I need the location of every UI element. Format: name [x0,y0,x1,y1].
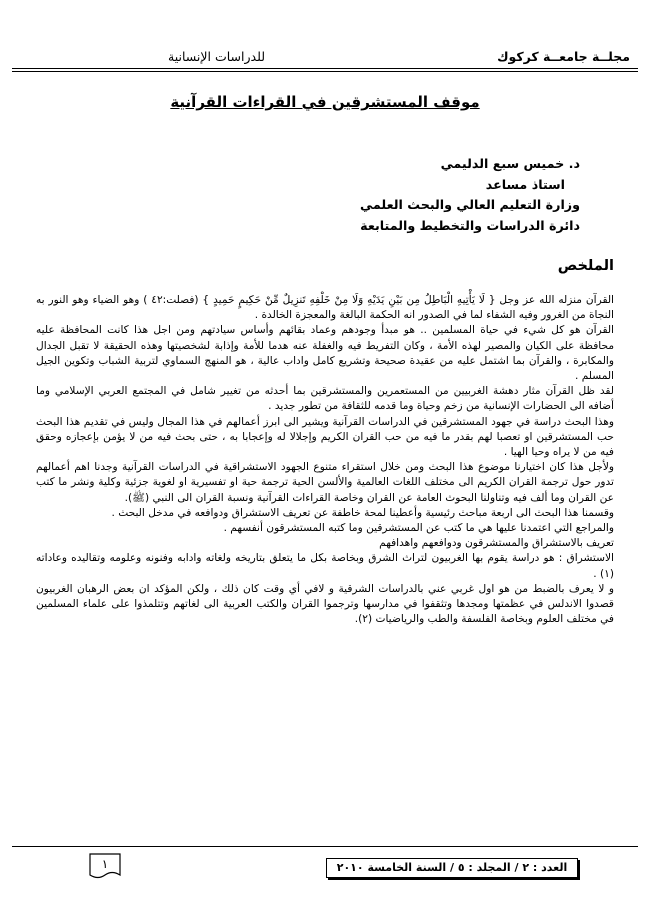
author-department: دائرة الدراسات والتخطيط والمتابعة [360,217,580,233]
abstract-paragraph: لقد ظل القرآن مثار دهشة الغربيين من المستعمرين والمستشرقين بما أحدثه من تغيير شامل في المجتمع العربي الإسلامي وما أضافه الى الحضارات الإنسانية من زخم وحياة وما قدمه للثقافة من تطور جديد . [36,385,614,413]
abstract-paragraph: والمراجع التي اعتمدنا عليها هي ما كتب عن المستشرقين وما كتبه المستشرقون أنفسهم . [223,522,614,535]
abstract-paragraph: الاستشراق : هو دراسة يقوم بها الغربيون لتراث الشرق وبخاصة بكل ما يتعلق بتاريخه ولغاته وادابه وفنونه وعلومه وتقاليده وعاداته (١) . [36,552,614,580]
page-header [0,0,650,72]
article-title: موقف المستشرقين في القراءات القرآنية [170,93,480,111]
abstract-paragraph: و لا يعرف بالضبط من هو اول غربي عني بالدراسات الشرقية و لافي أي وقت كان ذلك ، ولكن المؤكد ان بعض الرهبان الغربيون قصدوا الاندلس في عظمتها ومجدها وتثقفوا في مدارسها وترجموا القران والكتب العربية الى لغاتهم وتتلمذوا على علماء المسلمين في مختلف العلوم وبخاصة الفلسفة والطب والرياضيات (٢). [36,582,614,626]
author-name: د. خميس سبع الدليمي [440,156,580,171]
page-number: ١ [101,857,109,871]
abstract-paragraph: ولأجل هذا كان اختيارنا موضوع هذا البحث ومن خلال استقراء متنوع الجهود الاستشراقية في الدراسات القرآنية وجدنا اهم أعمالهم تدور حول ترجمة القران الكريم الى مختلف اللغات العالمية والألسن الحية ترجمة حية او تفسيرية او لغوية جزئية وكلية ونشر ما كتب عن القران وما ألف فيه وتناولنا البحوث العامة عن القران وخاصة القراءات القرآنية ونسبة القران الى النبي (ﷺ). [36,461,614,504]
page-number-box [88,851,122,881]
author-block [220,154,580,236]
journal-name: مجلــة جامعــة كركوك [497,49,630,64]
author-ministry: وزارة التعليم العالي والبحث العلمي [360,197,580,212]
abstract-paragraph: وهذا البحث دراسة في جهود المستشرقين في الدراسات القرآنية ويشير الى ابرز أعمالهم في هذا المجال وليس في تقديم هذا البحث حب المستشرقين او تعصبا لهم بقدر ما فيه من حب القران الكريم وإجلالا له وإعجابا به ، حتى بحث فيه من لا يؤمن بإعجازه وحقق فيه من لا يراه وحيا الهيا . [36,415,614,459]
abstract-paragraph: القرآن منزله الله عز وجل { لَا يَأْتِيهِ الْبَاطِلُ مِن بَيْنِ يَدَيْهِ وَلَا مِنْ خَلْفِهِ تَنزِيلٌ مِّنْ حَكِيمٍ حَمِيدٍ } (فصلت:٤٢ ) وهو الضياء وهو النور به النجاة من الغرور وفيه الشفاء لما في الصدور انه الحكمة البالغة والمعجزة الخالدة . [36,294,614,322]
abstract-body [36,293,614,627]
journal-section: للدراسات الإنسانية [168,49,266,64]
author-rank: استاذ مساعد [485,176,565,192]
abstract-paragraph: تعريف بالاستشراق والمستشرقون ودوافعهم واهدافهم [379,537,614,550]
header-rule-thin [12,71,638,72]
issue-info: العدد : ٢ / المجلد : ٥ / السنة الخامسة ٢٠١٠ [326,858,578,878]
footer-rule [12,846,638,847]
abstract-paragraph: القرآن هو كل شيء في حياة المسلمين .. هو مبدأ وجودهم وعماد بقائهم وأساس سيادتهم ومن اجل هذا كانت المحافظة عليه محافظة على الكيان والمصير لهذه الأمة ، وكان التفريط فيه والغفلة عنه هدما للأمة وإذابة لشخصيتها وهذه الحقيقة لا تقبل الجدال والمكابرة ، والقرآن بما اشتمل عليه من عقيدة صحيحة وتشريع كامل واداب عالية ، هو المنهج السماوي لتربية الشباب وتكوين الجيل المسلم . [36,324,614,383]
header-rule [12,68,638,69]
abstract-heading: الملخص [557,258,614,274]
abstract-paragraph: وقسمنا هذا البحث الى اربعة مباحث رئيسية وأعطينا لمحة خاطفة عن تعريف الاستشراق ودوافعه في مدخل البحث . [111,506,614,519]
